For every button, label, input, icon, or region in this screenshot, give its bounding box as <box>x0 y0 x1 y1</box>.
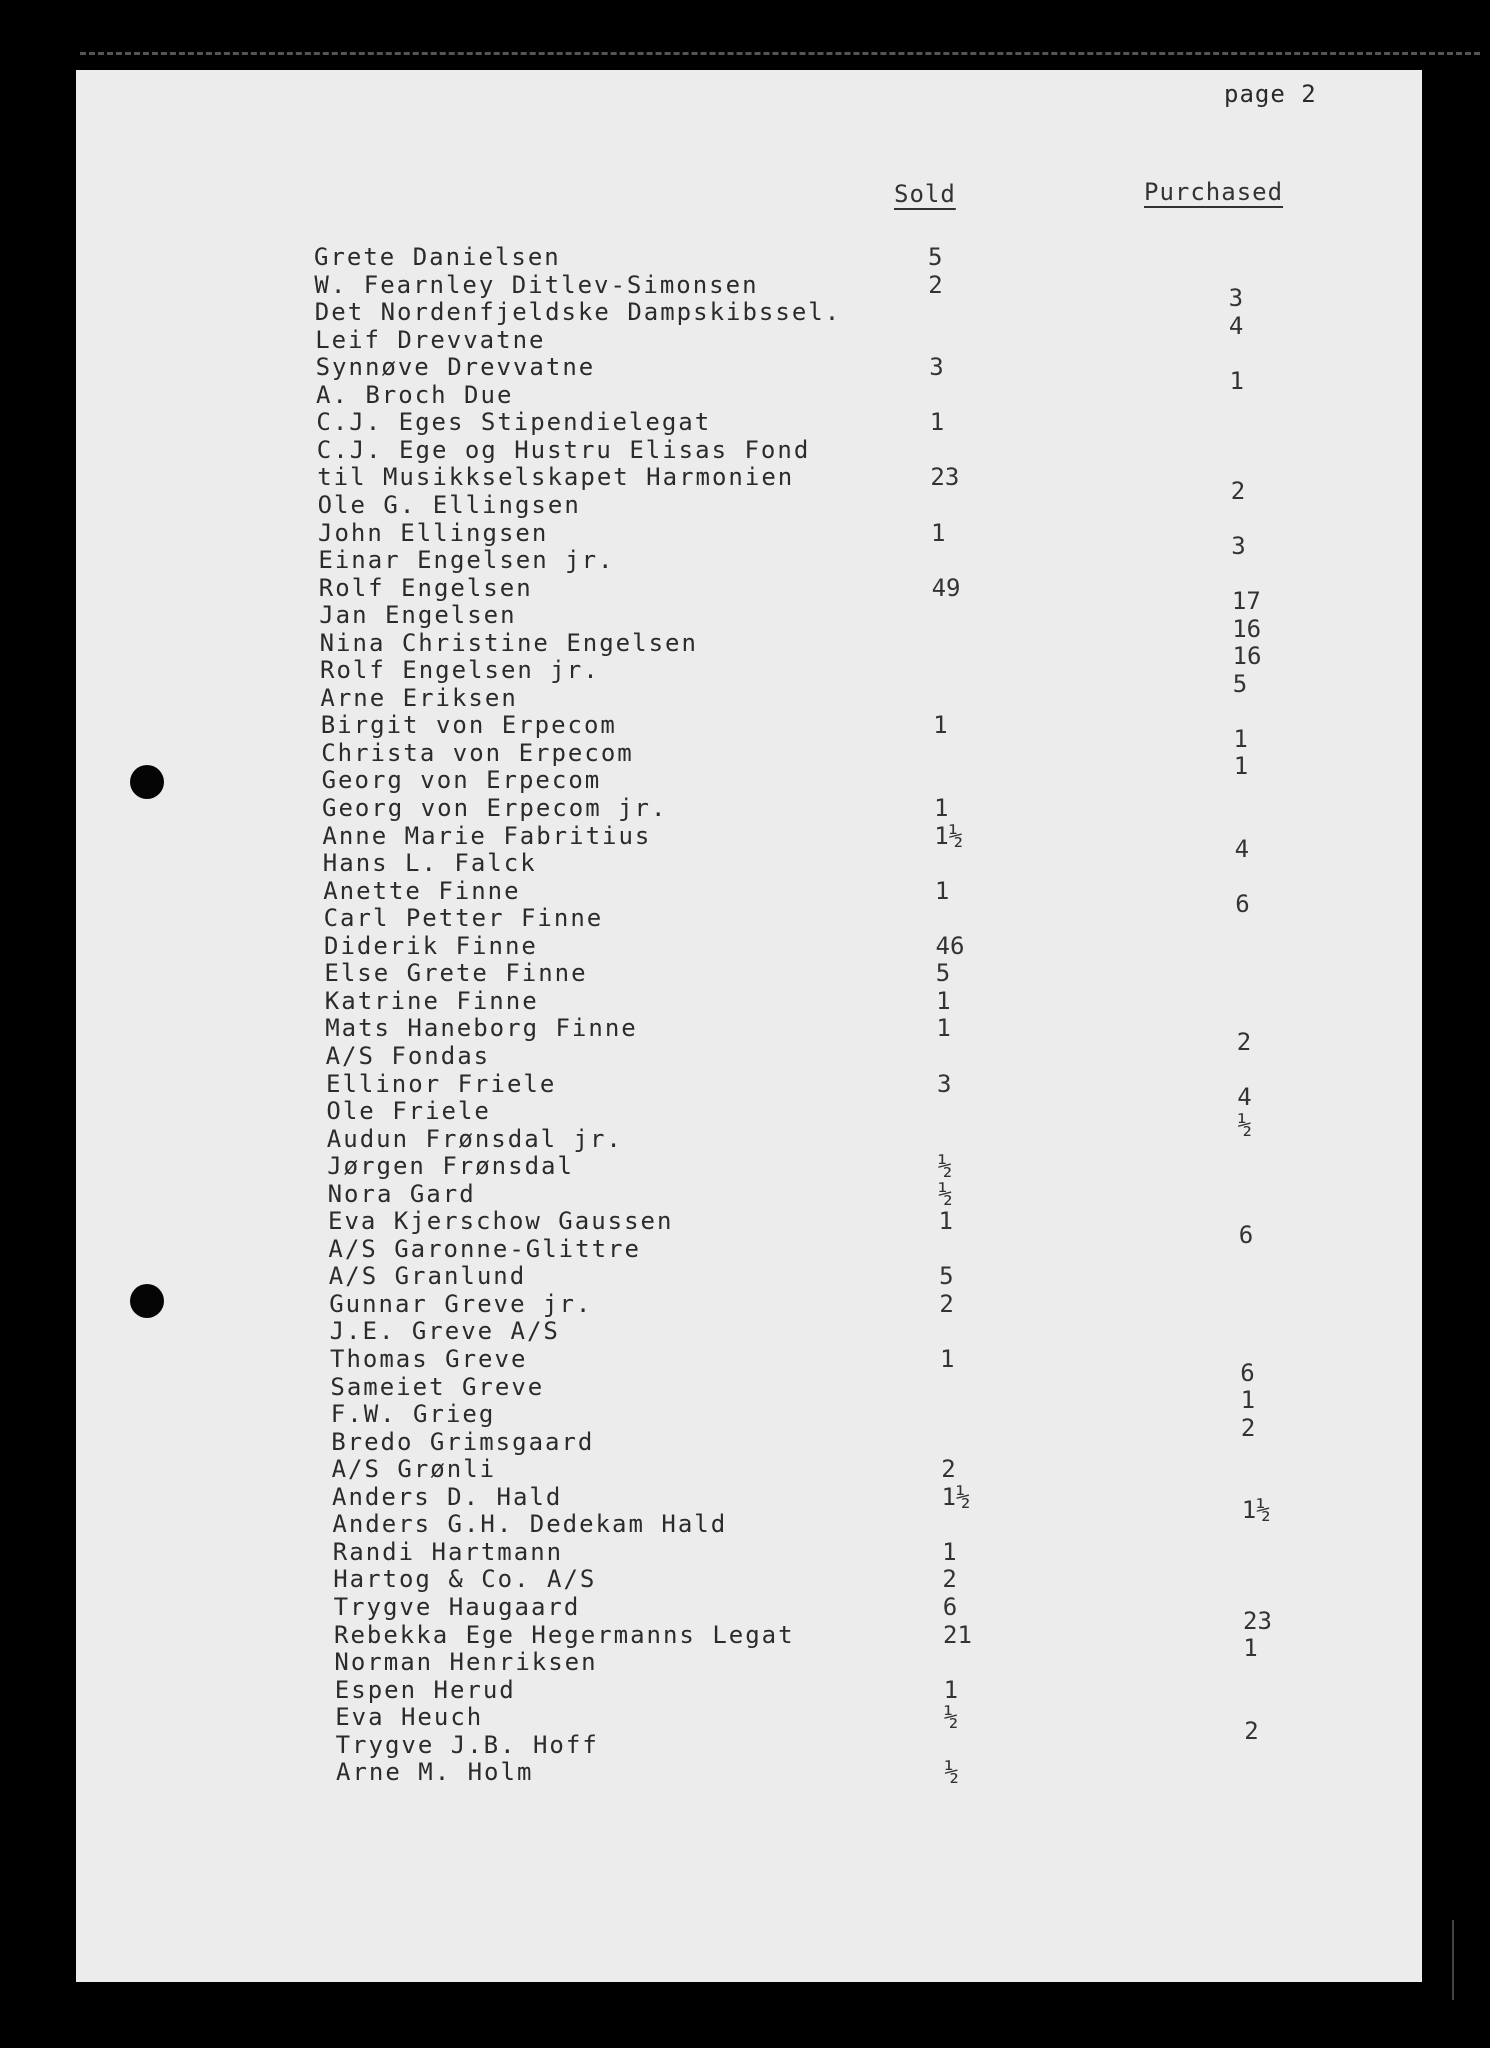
page-number: page 2 <box>1224 80 1317 108</box>
purchased-value: ½ <box>1237 1110 1253 1139</box>
holder-name: Jørgen Frønsdal <box>327 1152 574 1181</box>
purchased-value: 16 <box>1232 642 1262 671</box>
sold-value: ½ <box>943 1703 959 1732</box>
holder-name: Eva Kjerschow Gaussen <box>328 1207 674 1236</box>
holder-name: Hans L. Falck <box>322 849 537 878</box>
holder-name: Carl Petter Finne <box>323 904 604 933</box>
holder-name: Hartog & Co. A/S <box>333 1565 597 1594</box>
holder-name: Christa von Erpecom <box>321 738 634 767</box>
table-row <box>0 1703 1490 1731</box>
holder-name: Rolf Engelsen jr. <box>320 656 600 685</box>
sold-value: 1 <box>933 711 948 740</box>
sold-value: 1 <box>938 1207 953 1236</box>
holder-name: W. Fearnley Ditlev-Simonsen <box>314 270 759 299</box>
sold-value: 21 <box>943 1620 972 1649</box>
holder-name: til Musikkselskapet Harmonien <box>317 463 795 492</box>
holder-name: A. Broch Due <box>316 380 514 409</box>
table-row <box>0 1180 1490 1208</box>
sold-value: 23 <box>930 463 960 492</box>
holder-name: Anne Marie Fabritius <box>322 821 652 850</box>
table-row <box>0 932 1490 960</box>
sold-value: 1 <box>943 1675 959 1704</box>
holder-name: Rebekka Ege Hegermanns Legat <box>334 1620 795 1649</box>
holder-name: Thomas Greve <box>330 1345 528 1373</box>
holder-name: Audun Frønsdal jr. <box>326 1124 623 1153</box>
table-row <box>0 574 1490 602</box>
holder-name: Anders D. Hald <box>332 1482 563 1511</box>
purchased-value: 2 <box>1230 476 1246 505</box>
holder-name: Sameiet Greve <box>330 1372 545 1401</box>
table-row <box>0 1538 1490 1566</box>
table-row <box>0 1345 1490 1373</box>
table-row <box>0 1758 1490 1786</box>
sold-value: 5 <box>935 959 951 988</box>
sold-value: 3 <box>937 1069 952 1098</box>
holder-name: Nina Christine Engelsen <box>319 628 698 657</box>
holder-name: C.J. Ege og Hustru Elisas Fond <box>316 435 811 464</box>
sold-value: 6 <box>942 1592 958 1621</box>
holder-name: Else Grete Finne <box>324 959 588 988</box>
holder-name: Trygve J.B. Hoff <box>335 1730 599 1759</box>
sold-value: 1 <box>936 986 951 1015</box>
holder-name: Leif Drevvatne <box>315 325 546 354</box>
purchased-value: 1 <box>1243 1634 1258 1663</box>
sold-value: 1 <box>934 794 949 822</box>
purchased-value: 1 <box>1229 366 1244 395</box>
table-row <box>0 353 1490 381</box>
table-row <box>0 1565 1490 1593</box>
sold-value: 5 <box>939 1262 954 1291</box>
sold-value: 1½ <box>941 1482 971 1511</box>
sold-value: 1 <box>929 408 945 437</box>
holder-name: Bredo Grimsgaard <box>331 1427 595 1456</box>
holder-name: Anette Finne <box>323 876 521 905</box>
holder-name: Katrine Finne <box>324 986 539 1015</box>
scan-edge-marks <box>80 52 1480 61</box>
purchased-value: 3 <box>1231 532 1246 561</box>
table-row <box>0 243 1490 271</box>
table-row <box>0 1014 1490 1042</box>
purchased-value: 6 <box>1235 890 1250 919</box>
holder-name: Gunnar Greve jr. <box>329 1289 593 1318</box>
sold-value: ½ <box>937 1152 953 1181</box>
table-row <box>0 436 1490 464</box>
holder-name: A/S Grønli <box>331 1455 497 1484</box>
purchased-value: 3 <box>1228 284 1244 313</box>
table-row <box>0 1317 1490 1345</box>
sold-value: 2 <box>939 1289 954 1318</box>
holder-name: Einar Engelsen jr. <box>318 546 615 575</box>
holder-name: Mats Haneborg Finne <box>325 1014 638 1043</box>
table-row <box>0 519 1490 547</box>
purchased-value: 6 <box>1240 1358 1255 1387</box>
table-row <box>0 1070 1490 1098</box>
holder-name: A/S Garonne-Glittre <box>328 1234 641 1263</box>
holder-name: Georg von Erpecom <box>321 766 602 795</box>
holder-name: Anders G.H. Dedekam Hald <box>332 1510 728 1539</box>
sold-value: 1 <box>940 1345 955 1373</box>
purchased-value: 16 <box>1232 614 1262 643</box>
holder-name: Randi Hartmann <box>332 1537 564 1566</box>
holder-name: Georg von Erpecom jr. <box>322 794 668 822</box>
table-row <box>0 463 1490 491</box>
sold-value: 49 <box>931 573 961 602</box>
sold-value: 1 <box>931 518 946 547</box>
holder-name: Grete Danielsen <box>314 243 561 271</box>
table-row <box>0 1207 1490 1235</box>
sold-value: 2 <box>928 270 943 299</box>
table-row <box>0 408 1490 436</box>
sold-value: 1 <box>936 1014 951 1043</box>
holder-name: Eva Heuch <box>335 1703 484 1732</box>
holder-name: Trygve Haugaard <box>333 1592 581 1621</box>
purchased-value: 1 <box>1240 1386 1256 1415</box>
holder-name: Arne M. Holm <box>336 1758 534 1787</box>
holder-name: Nora Gard <box>327 1179 476 1208</box>
sold-column-header: Sold <box>894 180 956 208</box>
sold-value: 5 <box>928 243 943 271</box>
purchased-value: 2 <box>1240 1413 1256 1442</box>
holder-name: Ole G. Ellingsen <box>317 490 581 519</box>
holder-name: J.E. Greve A/S <box>329 1317 560 1346</box>
purchased-value: 1 <box>1233 724 1248 753</box>
holder-name: F.W. Grieg <box>330 1400 496 1429</box>
holder-name: A/S Fondas <box>325 1041 491 1070</box>
sold-value: 2 <box>942 1565 957 1594</box>
purchased-value: 4 <box>1237 1083 1252 1112</box>
sold-value: ½ <box>944 1758 959 1787</box>
holder-name: Arne Eriksen <box>320 683 518 712</box>
table-row <box>0 959 1490 987</box>
sold-value: 3 <box>929 353 944 382</box>
table-row <box>0 987 1490 1015</box>
table-row <box>0 1455 1490 1483</box>
purchased-value: 4 <box>1228 311 1244 340</box>
purchased-value: 5 <box>1232 669 1248 698</box>
table-row <box>0 1290 1490 1318</box>
sold-value: 1 <box>934 876 950 905</box>
holder-name: John Ellingsen <box>318 518 549 547</box>
purchased-value: 6 <box>1238 1220 1254 1249</box>
table-row <box>0 877 1490 905</box>
sold-value: 1½ <box>934 821 964 850</box>
table-row <box>0 711 1490 739</box>
sold-value: 2 <box>941 1455 956 1484</box>
scan-corner-mark <box>1452 1920 1478 2000</box>
table-row <box>0 1262 1490 1290</box>
holder-name: Norman Henriksen <box>334 1648 598 1677</box>
purchased-value: 1½ <box>1241 1496 1271 1525</box>
purchased-column-header: Purchased <box>1144 178 1284 206</box>
sold-value: 46 <box>935 931 965 960</box>
holder-name: Diderik Finne <box>324 931 538 960</box>
holder-name: C.J. Eges Stipendielegat <box>316 408 712 437</box>
holder-name: Jan Engelsen <box>319 601 517 630</box>
holder-name: A/S Granlund <box>328 1262 527 1291</box>
purchased-value: 1 <box>1233 752 1249 781</box>
holder-name: Synnøve Drevvatne <box>315 353 596 382</box>
holder-name: Det Nordenfjeldske Dampskibssel. <box>314 298 842 327</box>
purchased-value: 23 <box>1243 1606 1272 1635</box>
holder-name: Rolf Engelsen <box>318 573 533 602</box>
purchased-value: 2 <box>1244 1716 1259 1745</box>
table-row <box>0 271 1490 299</box>
purchased-value: 2 <box>1236 1027 1252 1056</box>
table-row <box>0 1676 1490 1704</box>
purchased-value: 4 <box>1234 835 1250 864</box>
purchased-value: 17 <box>1231 587 1261 616</box>
holder-name: Espen Herud <box>334 1675 516 1704</box>
sold-value: 1 <box>942 1537 957 1566</box>
holder-name: Birgit von Erpecom <box>320 711 617 740</box>
holder-name: Ole Friele <box>326 1097 491 1126</box>
table-row <box>0 1152 1490 1180</box>
table-row <box>0 822 1490 850</box>
holder-name: Ellinor Friele <box>326 1069 557 1098</box>
sold-value: ½ <box>938 1179 953 1208</box>
table-row <box>0 794 1490 822</box>
